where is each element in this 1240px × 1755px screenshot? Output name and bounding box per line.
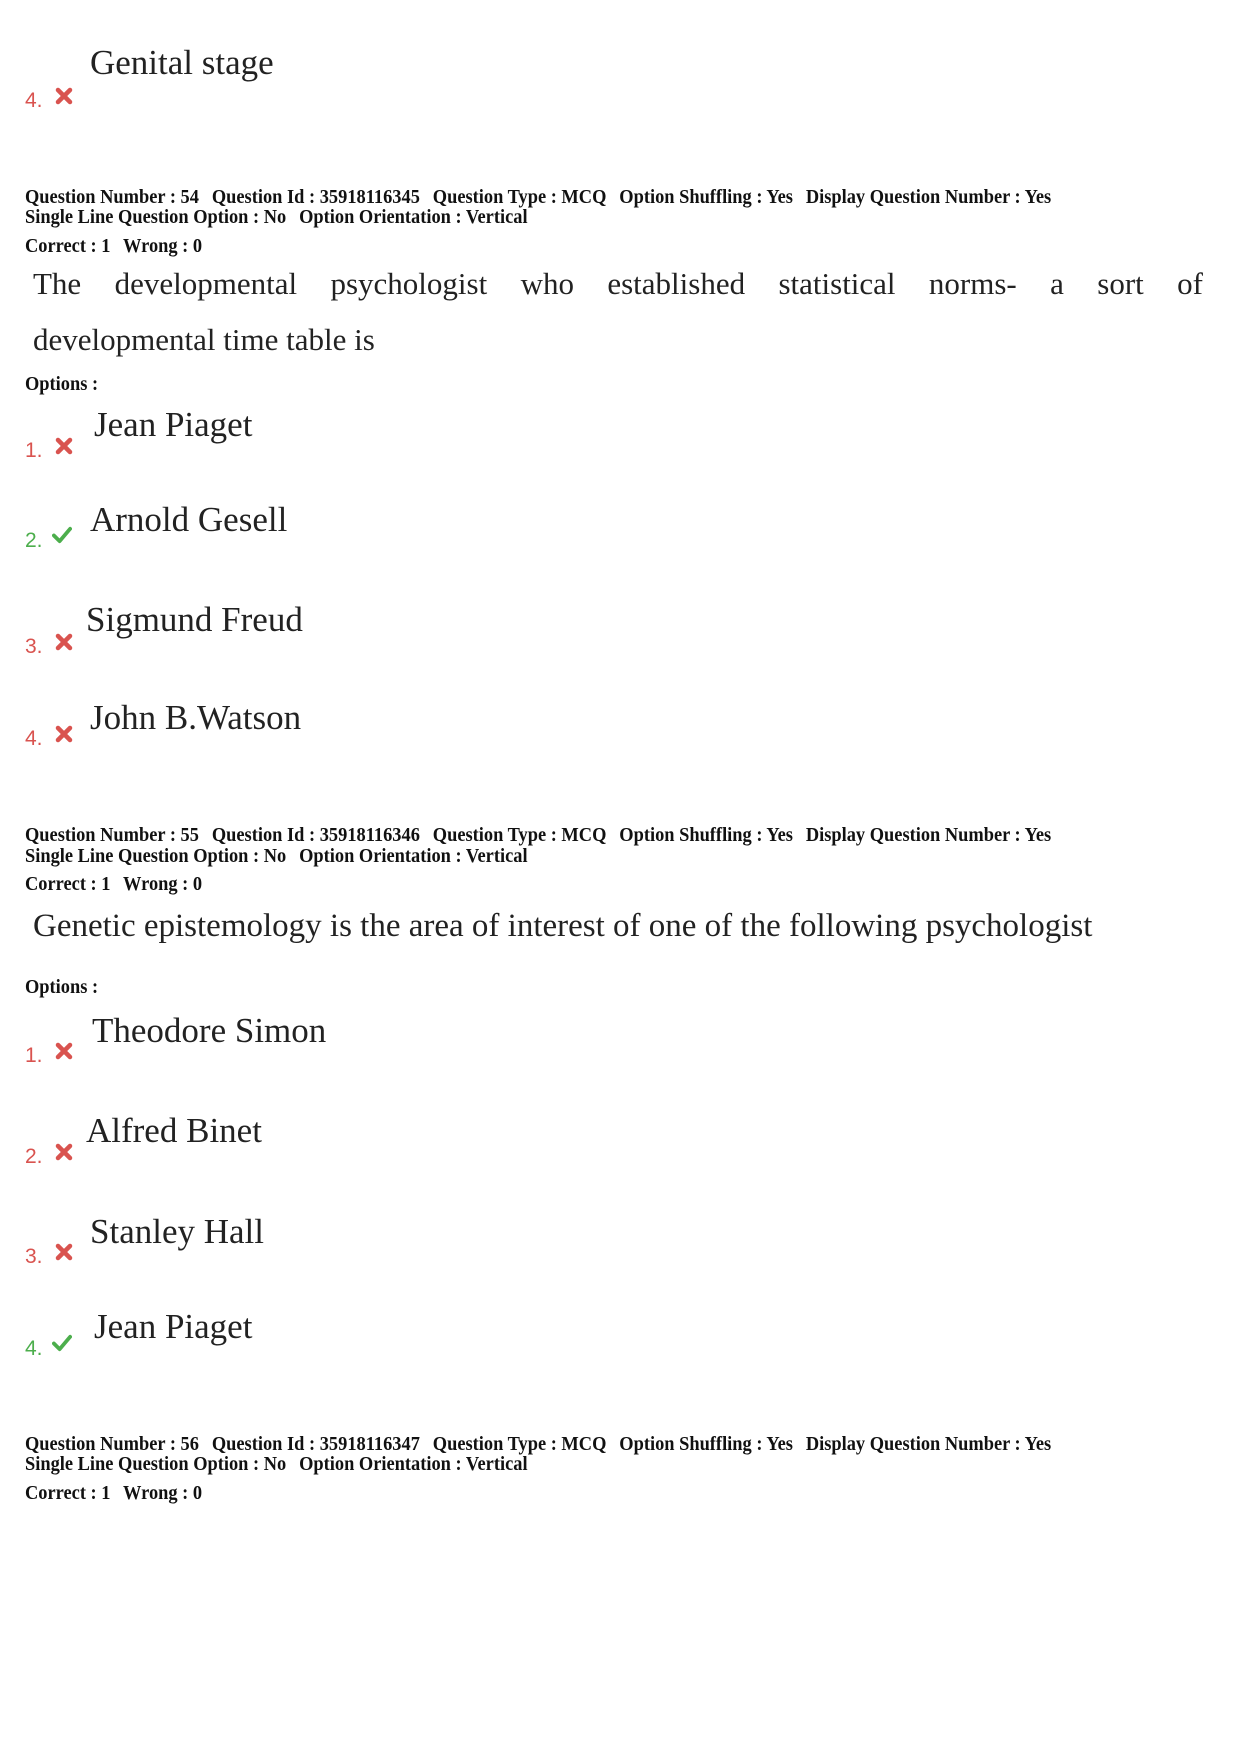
question-type: Question Type : MCQ <box>432 824 607 846</box>
question-id: Question Id : 35918116345 <box>211 186 420 208</box>
question-type: Question Type : MCQ <box>432 186 607 208</box>
cross-icon <box>54 436 74 456</box>
option-orientation: Option Orientation : Vertical <box>299 845 528 867</box>
cross-icon <box>54 632 74 652</box>
question-number: Question Number : 56 <box>25 1433 199 1455</box>
question-type: Question Type : MCQ <box>432 1433 607 1455</box>
option-number: 4. <box>25 89 43 112</box>
option-text: Arnold Gesell <box>90 500 288 539</box>
marks-line <box>25 236 210 256</box>
question-number: Question Number : 54 <box>25 186 199 208</box>
option-text: Stanley Hall <box>90 1212 264 1251</box>
question-id: Question Id : 35918116346 <box>211 824 420 846</box>
marks-line <box>25 874 210 894</box>
question-meta-line-1 <box>25 825 1059 845</box>
option-text: Sigmund Freud <box>86 600 303 639</box>
option-text: Jean Piaget <box>94 405 253 444</box>
wrong-marks: Wrong : 0 <box>123 235 203 257</box>
cross-icon <box>54 1041 74 1061</box>
cross-icon <box>54 86 74 106</box>
option-shuffling: Option Shuffling : Yes <box>619 1433 793 1455</box>
wrong-marks: Wrong : 0 <box>123 873 203 895</box>
cross-icon <box>54 724 74 744</box>
option-text: John B.Watson <box>90 698 302 737</box>
question-meta-line-2 <box>25 846 536 866</box>
wrong-marks: Wrong : 0 <box>123 1482 203 1504</box>
question-meta-line-1 <box>25 1434 1059 1454</box>
correct-marks: Correct : 1 <box>25 873 111 895</box>
check-icon <box>52 1333 72 1353</box>
correct-marks: Correct : 1 <box>25 1482 111 1504</box>
display-question-number: Display Question Number : Yes <box>805 1433 1052 1455</box>
option-text: Jean Piaget <box>94 1307 253 1346</box>
option-number: 3. <box>25 635 43 658</box>
check-icon <box>52 525 72 545</box>
display-question-number: Display Question Number : Yes <box>805 824 1052 846</box>
correct-marks: Correct : 1 <box>25 235 111 257</box>
single-line-question-option: Single Line Question Option : No <box>25 1453 287 1475</box>
option-text: Theodore Simon <box>92 1011 327 1050</box>
cross-icon <box>54 1242 74 1262</box>
options-label: Options : <box>25 976 99 998</box>
option-number: 2. <box>25 1145 43 1168</box>
question-stem-line-1: The developmental psychologist who established statistical norms- a sort of <box>33 266 1203 301</box>
cross-icon <box>54 1142 74 1162</box>
option-shuffling: Option Shuffling : Yes <box>619 186 793 208</box>
option-text: Genital stage <box>90 43 274 82</box>
option-text: Alfred Binet <box>86 1111 262 1150</box>
display-question-number: Display Question Number : Yes <box>805 186 1052 208</box>
option-number: 4. <box>25 727 43 750</box>
single-line-question-option: Single Line Question Option : No <box>25 206 287 228</box>
option-number: 2. <box>25 529 43 552</box>
option-number: 1. <box>25 1044 43 1067</box>
question-stem: Genetic epistemology is the area of interest of one of the following psychologist <box>33 908 1093 944</box>
option-shuffling: Option Shuffling : Yes <box>619 824 793 846</box>
option-orientation: Option Orientation : Vertical <box>299 1453 528 1475</box>
single-line-question-option: Single Line Question Option : No <box>25 845 287 867</box>
question-id: Question Id : 35918116347 <box>211 1433 420 1455</box>
option-number: 3. <box>25 1245 43 1268</box>
options-label: Options : <box>25 373 99 395</box>
option-orientation: Option Orientation : Vertical <box>299 206 528 228</box>
question-meta-line-2 <box>25 1454 536 1474</box>
question-meta-line-2 <box>25 207 536 227</box>
question-stem-line-2: developmental time table is <box>33 322 375 357</box>
option-number: 4. <box>25 1337 43 1360</box>
marks-line <box>25 1483 210 1503</box>
option-number: 1. <box>25 439 43 462</box>
question-meta-line-1 <box>25 187 1059 207</box>
question-number: Question Number : 55 <box>25 824 199 846</box>
